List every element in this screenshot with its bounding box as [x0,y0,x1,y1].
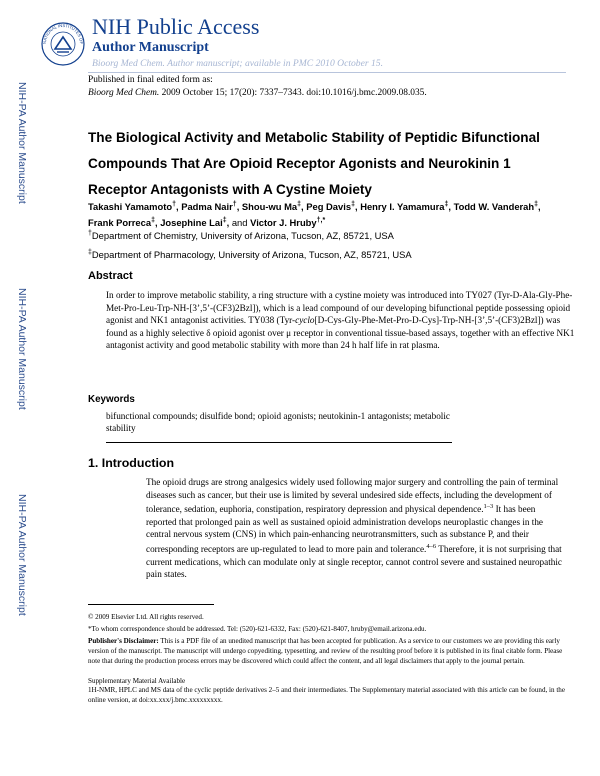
reference-marker: 1–3 [483,503,494,511]
author: Takashi Yamamoto [88,201,173,213]
disclaimer-text: This is a PDF file of an unedited manuscript that has been accepted for publication. As a service to our customers we are providing this early version of the manuscript. The manuscript will undergo copyediting, typesetting, and review of the resulting proof before it is published in its final citable form. Please note that during the production process errors may be discovered which could affect the content, and all legal disclaimers that apply to the journal pertain. [88,637,563,665]
author-mark: † [172,201,176,208]
abstract-part-2: [D-Cys-Gly-Phe-Met-Pro-D-Cys]-Trp-NH-[3’,5’-(CF3)2Bzl]) was found as a highly selective δ opioid agonist over μ receptor in conventional tissue-based assays, together with an effective NK1 antagonist activity and good metabolic stability with more than 24 h half life in rat plasma. [106,315,575,351]
affiliation-1 [88,230,394,241]
supplementary-text: 1H-NMR, HPLC and MS data of the cyclic peptide derivatives 2–5 and their intermediates. The Supplementary material associated with this article can be found, in the online version, at doi:xx.xxx/j.bmc.xxxxxxxxx. [88,686,565,704]
logo-text: NATIONAL INSTITUTES OF [41,22,85,45]
keywords-heading: Keywords [88,394,135,405]
abstract-body [106,289,576,352]
affiliation-text: Department of Pharmacology, University of Arizona, Tucson, AZ, 85721, USA [91,249,412,261]
supplementary-heading: Supplementary Material Available [88,677,186,685]
affiliation-text: Department of Chemistry, University of Arizona, Tucson, AZ, 85721, USA [91,230,394,242]
introduction-body [146,476,566,581]
citation [88,88,427,98]
author: Victor J. Hruby [250,217,317,229]
author: Josephine Lai [160,217,223,229]
affiliation-mark: ‡ [88,249,92,256]
footnote-divider [88,604,214,605]
affiliation-mark: † [88,230,92,237]
intro-sentence: Therefore, it is not surprising that current medications, which can modulate only at single receptor, cannot control severe and sustained neuropathic pain states. [146,544,562,580]
abstract-heading: Abstract [88,270,133,282]
header-source: Bioorg Med Chem. Author manuscript; available in PMC 2010 October 15. [92,58,383,69]
author-mark: ‡ [351,201,355,208]
header-title: NIH Public Access [92,14,260,39]
keywords-divider [106,442,452,443]
author: Shou-wu Ma [241,201,298,213]
introduction-heading: 1. Introduction [88,456,175,470]
author-list: Takashi Yamamoto†, Padma Nair†, Shou-wu Ma‡, Peg Davis‡, Henry I. Yamamura‡, Todd W. Vanderah‡, Frank Porreca‡, Josephine Lai‡, and Victor J. Hruby†,* [88,201,541,229]
abstract-part-2-pre: TY038 (Tyr- [248,315,296,326]
published-label: Published in final edited form as: [88,75,213,85]
author-mark: ‡ [151,217,155,225]
keywords-text: bifunctional compounds; disulfide bond; opioid agonists; neutokinin-1 antagonists; metabolic stability [106,411,450,434]
author: Frank Porreca [88,217,152,229]
sidebar-label-3: NIH-PA Author Manuscript [16,494,28,616]
author: Henry I. Yamamura [360,201,445,213]
journal-name: Bioorg Med Chem. [88,88,160,98]
svg-text:NATIONAL INSTITUTES OF HEALTH [40,18,84,45]
author-mark: ‡ [297,201,302,208]
authors-and: and [231,217,248,229]
correspondence: *To whom correspondence should be addressed. Tel: (520)-621-6332, Fax: (520)-621-8407, hruby@email.arizona.edu. [88,625,427,633]
abstract-cyclo: cyclo [295,315,315,326]
header-subtitle: Author Manuscript [92,40,209,55]
intro-sentence: The opioid drugs are strong analgesics widely used following major surgery and controlling the pain of terminal diseases such as cancer, but their use is limited by several undesired side effects, including the development of tolerance, sedation, euphoria, constipation, respiratory depression and physical dependence. [146,477,559,515]
author: Peg Davis [306,201,352,213]
header-divider [88,72,566,73]
nih-logo [40,18,86,70]
author-mark: ‡ [534,201,539,208]
citation-details: 2009 October 15; 17(20): 7337–7343. doi:10.1016/j.bmc.2009.08.035. [159,88,427,98]
publisher-disclaimer [88,637,568,667]
sidebar-label-1: NIH-PA Author Manuscript [16,82,28,204]
reference-marker: 4–6 [426,543,437,551]
author-mark: ‡ [444,201,449,208]
author: Padma Nair [181,201,233,213]
author: Todd W. Vanderah [453,201,535,213]
copyright: © 2009 Elsevier Ltd. All rights reserved. [88,613,204,621]
intro-sentence: It has been reported that prolonged pain as well as sustained opioid administration develops neuroplastic changes in the central nervous system (CNS) in which pain-enhancing neurotransmitters, such as substance P, and their corresponding receptors are up-regulated to lead to more pain and tolerance. [146,504,544,555]
author-mark: ‡ [222,217,227,225]
author-mark: †,* [316,217,326,225]
affiliation-2 [88,249,412,260]
article-title: The Biological Activity and Metabolic Stability of Peptidic Bifunctional Compounds That Are Opioid Receptor Agonists and Neurokinin 1 Receptor Antagonists with A Cystine Moiety [88,130,540,197]
abstract-part-1: In order to improve metabolic stability, a ring structure with a cystine moiety was introduced into TY027 (Tyr-D-Ala-Gly-Phe-Met-Pro-Leu-Trp-NH-[3’,5’-(CF3)2Bzl]), which is a lead compound of our developing bifunctional peptide possessing opioid agonist and NK1 antagonist activities. [106,290,573,326]
author-mark: † [232,201,237,208]
sidebar-label-2: NIH-PA Author Manuscript [16,288,28,410]
disclaimer-label: Publisher's Disclaimer: [88,637,159,645]
